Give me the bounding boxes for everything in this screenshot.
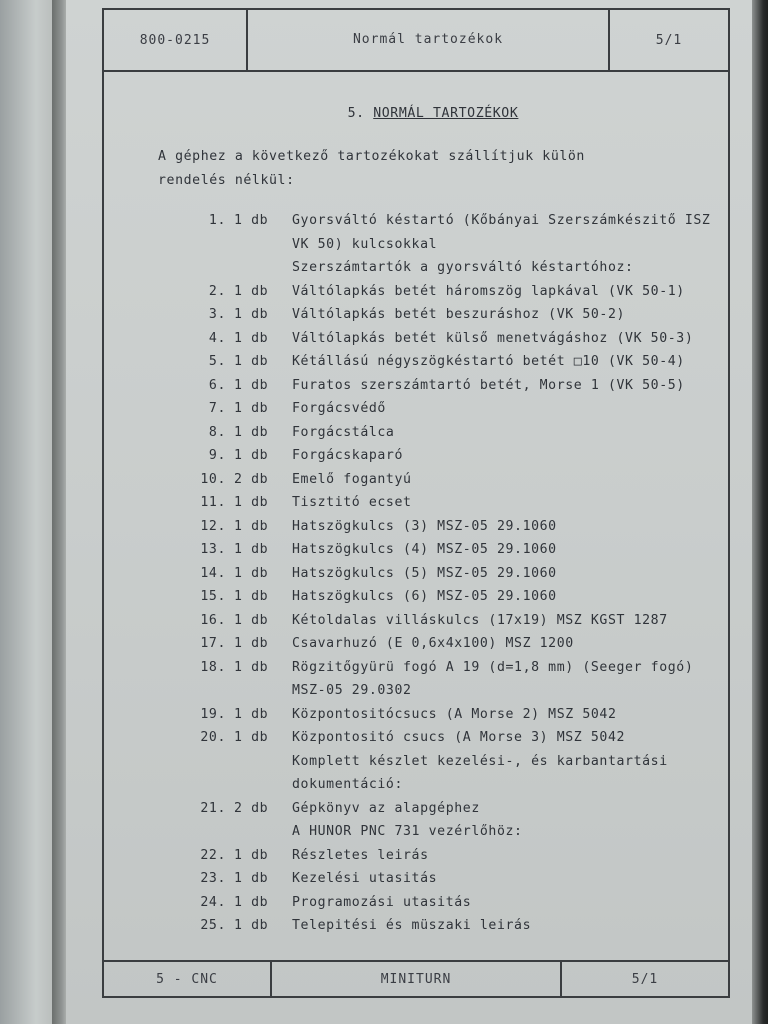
item-quantity: 1 db xyxy=(234,330,269,346)
item-quantity: 1 db xyxy=(234,894,269,910)
list-item xyxy=(158,515,728,539)
item-number: 9. xyxy=(208,448,226,463)
section-title: NORMÁL TARTOZÉKOK xyxy=(373,106,519,121)
item-text: Emelő fogantyú xyxy=(292,471,412,487)
item-quantity: 1 db xyxy=(234,730,269,745)
item-text: Hatszögkulcs (6) MSZ-05 29.1060 xyxy=(292,589,557,604)
item-text: Váltólapkás betét külső menetvágáshoz (VK 50-3) xyxy=(292,330,694,346)
item-quantity: 1 db xyxy=(234,871,269,886)
header-title: Normál tartozékok xyxy=(248,10,610,70)
list-item xyxy=(158,538,728,562)
list-item-continuation xyxy=(158,679,728,703)
item-number: 22. xyxy=(200,847,226,863)
item-text: Forgácsvédő xyxy=(292,401,386,416)
item-quantity: 1 db xyxy=(234,377,269,393)
item-quantity: 1 db xyxy=(234,565,269,581)
document-page xyxy=(66,0,754,1024)
item-number: 7. xyxy=(208,401,226,416)
list-item xyxy=(158,891,728,915)
item-text: Váltólapkás betét beszuráshoz (VK 50-2) xyxy=(292,307,626,322)
item-text: Központositó csucs (A Morse 3) MSZ 5042 xyxy=(292,730,626,745)
item-quantity: 1 db xyxy=(234,706,269,722)
list-item xyxy=(158,562,728,586)
list-item xyxy=(158,280,728,304)
item-number: 18. xyxy=(200,659,226,675)
item-number: 14. xyxy=(200,565,226,581)
list-item-continuation xyxy=(158,256,728,280)
item-text: Hatszögkulcs (3) MSZ-05 29.1060 xyxy=(292,518,557,534)
list-item xyxy=(158,374,728,398)
item-quantity: 1 db xyxy=(234,424,269,440)
item-number: 10. xyxy=(200,471,226,487)
list-item xyxy=(158,468,728,492)
item-text: Rögzitőgyürü fogó A 19 (d=1,8 mm) (Seeger fogó) xyxy=(292,659,694,675)
item-number: 5. xyxy=(208,354,226,369)
doc-code: 800-0215 xyxy=(104,10,248,70)
item-number: 8. xyxy=(208,424,226,440)
item-quantity: 1 db xyxy=(234,518,269,534)
list-item xyxy=(158,421,728,445)
item-continuation-text: dokumentáció: xyxy=(292,777,404,792)
item-quantity: 1 db xyxy=(234,401,269,416)
header-bar xyxy=(104,10,728,72)
item-quantity: 1 db xyxy=(234,589,269,604)
footer-page-number: 5/1 xyxy=(631,971,659,987)
footer-product: MINITURN xyxy=(272,962,562,996)
item-number: 6. xyxy=(208,377,226,393)
page-frame xyxy=(102,8,730,998)
item-text: Furatos szerszámtartó betét, Morse 1 (VK 50-5) xyxy=(292,377,685,393)
intro-line: rendelés nélkül: xyxy=(158,173,295,188)
intro-line: A géphez a következő tartozékokat szállítjuk külön xyxy=(158,149,585,164)
item-quantity: 1 db xyxy=(234,659,269,675)
item-text: Részletes leirás xyxy=(292,847,429,863)
list-item xyxy=(158,609,728,633)
item-text: Tisztitó ecset xyxy=(292,495,412,510)
item-number: 2. xyxy=(208,283,226,299)
item-quantity: 1 db xyxy=(234,354,269,369)
item-number: 12. xyxy=(200,518,226,534)
item-number: 13. xyxy=(200,542,226,557)
item-quantity: 1 db xyxy=(234,495,269,510)
list-item xyxy=(158,726,728,750)
list-item-continuation xyxy=(158,773,728,797)
header-page-number: 5/1 xyxy=(655,32,683,48)
section-heading xyxy=(308,106,558,121)
item-number: 15. xyxy=(200,589,226,604)
list-item xyxy=(158,397,728,421)
item-continuation-text: VK 50) kulcsokkal xyxy=(292,236,438,252)
list-item xyxy=(158,209,728,233)
item-continuation-text: Komplett készlet kezelési-, és karbantartási xyxy=(292,753,668,769)
item-text: Központositócsucs (A Morse 2) MSZ 5042 xyxy=(292,706,617,722)
item-number: 19. xyxy=(200,706,226,722)
item-continuation-text: Szerszámtartók a gyorsváltó késtartóhoz: xyxy=(292,260,634,275)
item-text: Forgácstálca xyxy=(292,424,395,440)
item-number: 1. xyxy=(208,213,226,228)
intro-paragraph xyxy=(158,145,728,193)
list-item xyxy=(158,632,728,656)
accessory-list xyxy=(158,209,728,938)
list-item xyxy=(158,844,728,868)
item-text: Kétoldalas villáskulcs (17x19) MSZ KGST 1287 xyxy=(292,612,668,628)
item-quantity: 1 db xyxy=(234,307,269,322)
left-page-edge xyxy=(0,0,60,1024)
item-text: Csavarhuzó (E 0,6x4x100) MSZ 1200 xyxy=(292,636,574,651)
item-text: Gyorsváltó késtartó (Kőbányai Szerszámkészitő ISZ xyxy=(292,213,711,228)
item-quantity: 1 db xyxy=(234,448,269,463)
list-item-continuation xyxy=(158,233,728,257)
item-text: Programozási utasitás xyxy=(292,894,472,910)
list-item xyxy=(158,327,728,351)
list-item xyxy=(158,491,728,515)
item-text: Kétállású négyszögkéstartó betét □10 (VK 50-4) xyxy=(292,354,685,369)
item-quantity: 1 db xyxy=(234,847,269,863)
item-text: Váltólapkás betét háromszög lapkával (VK 50-1) xyxy=(292,283,685,299)
list-item xyxy=(158,914,728,938)
list-item xyxy=(158,797,728,821)
list-item-continuation xyxy=(158,820,728,844)
right-page-edge xyxy=(752,0,768,1024)
item-text: Forgácskaparó xyxy=(292,448,404,463)
list-item xyxy=(158,656,728,680)
footer-section: 5 - CNC xyxy=(104,962,272,996)
item-quantity: 1 db xyxy=(234,918,269,933)
item-quantity: 1 db xyxy=(234,636,269,651)
list-item xyxy=(158,703,728,727)
item-number: 21. xyxy=(200,800,226,816)
list-item xyxy=(158,444,728,468)
list-item xyxy=(158,585,728,609)
item-text: Hatszögkulcs (5) MSZ-05 29.1060 xyxy=(292,565,557,581)
item-number: 3. xyxy=(208,307,226,322)
item-continuation-text: MSZ-05 29.0302 xyxy=(292,683,412,698)
list-item xyxy=(158,867,728,891)
item-number: 25. xyxy=(200,918,226,933)
item-quantity: 2 db xyxy=(234,800,269,816)
item-number: 24. xyxy=(200,894,226,910)
item-text: Kezelési utasitás xyxy=(292,871,438,886)
item-text: Hatszögkulcs (4) MSZ-05 29.1060 xyxy=(292,542,557,557)
section-number: 5. xyxy=(347,106,365,121)
item-text: Telepitési és müszaki leirás xyxy=(292,918,532,933)
page-content xyxy=(158,106,728,938)
item-number: 23. xyxy=(200,871,226,886)
item-number: 16. xyxy=(200,612,226,628)
item-continuation-text: A HUNOR PNC 731 vezérlőhöz: xyxy=(292,824,523,839)
item-quantity: 2 db xyxy=(234,471,269,487)
item-quantity: 1 db xyxy=(234,612,269,628)
item-quantity: 1 db xyxy=(234,213,269,228)
item-number: 11. xyxy=(200,495,226,510)
list-item xyxy=(158,303,728,327)
list-item-continuation xyxy=(158,750,728,774)
footer-bar xyxy=(104,960,728,996)
item-quantity: 1 db xyxy=(234,283,269,299)
item-text: Gépkönyv az alapgéphez xyxy=(292,800,480,816)
item-number: 20. xyxy=(200,730,226,745)
item-number: 4. xyxy=(208,330,226,346)
item-quantity: 1 db xyxy=(234,542,269,557)
list-item xyxy=(158,350,728,374)
item-number: 17. xyxy=(200,636,226,651)
